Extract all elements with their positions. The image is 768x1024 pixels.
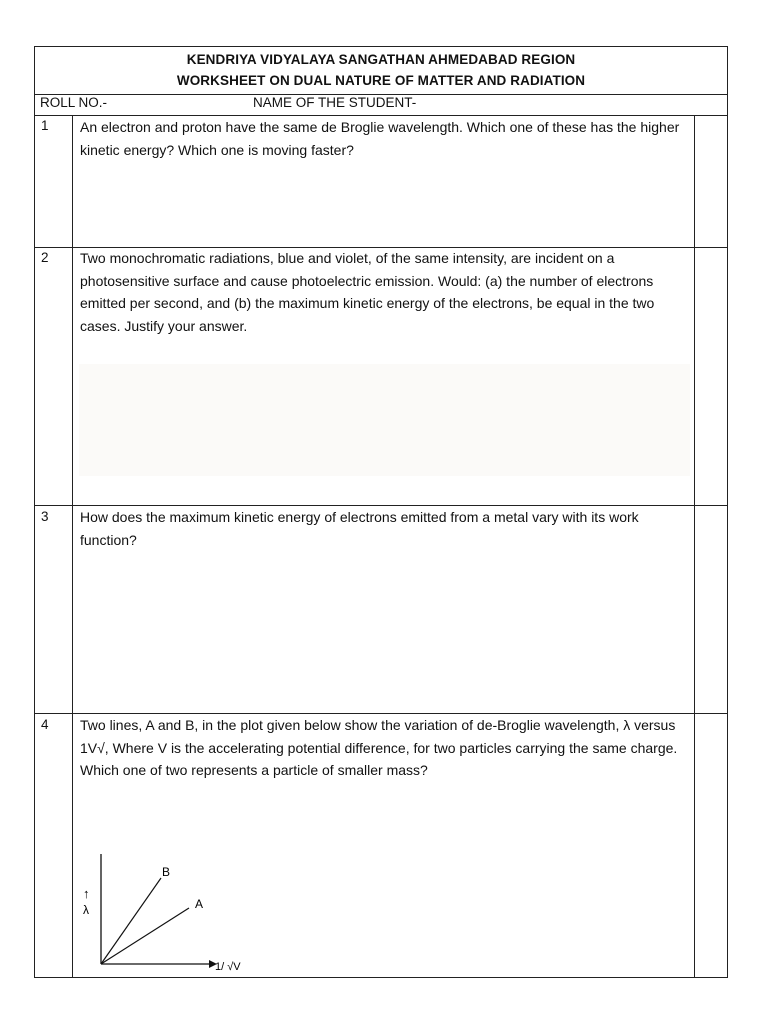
worksheet-table	[34, 46, 728, 978]
y-axis-label: λ	[83, 903, 89, 917]
frame-top	[34, 46, 728, 47]
y-arrow: ↑	[83, 886, 90, 901]
question-text: How does the maximum kinetic energy of electrons emitted from a metal vary with its work function?	[80, 509, 639, 548]
question-text: Two lines, A and B, in the plot given below show the variation of de-Broglie wavelength, λ versus 1V√, Where V is the accelerating potential difference, for two particles carrying the same charge. Which one of two represents a particle of smaller mass?	[80, 717, 678, 778]
school-title: KENDRIYA VIDYALAYA SANGATHAN AHMEDABAD REGION	[186, 52, 576, 67]
line-a-label: A	[195, 897, 204, 911]
x-axis-label: 1/ √V	[215, 961, 241, 973]
wavelength-plot	[79, 846, 289, 981]
roll-number-label: ROLL NO.-	[40, 95, 108, 110]
question-number: 1	[41, 118, 49, 133]
question-number: 3	[41, 509, 49, 524]
answer-area-shade	[79, 364, 690, 476]
frame-right	[727, 46, 728, 978]
frame-left	[34, 46, 35, 978]
question-text: Two monochromatic radiations, blue and violet, of the same intensity, are incident on a photosensitive surface and cause photoelectric emission. Would: (a) the number of electrons emitted per second, and (b) the maximum kinetic energy of the electrons, be equal in the two cases. Justify your answer.	[80, 250, 655, 334]
question-text: An electron and proton have the same de Broglie wavelength. Which one of these has the higher kinetic energy? Which one is moving faster?	[80, 119, 680, 158]
worksheet-title: WORKSHEET ON DUAL NATURE OF MATTER AND RADIATION	[176, 73, 586, 88]
marks-column-divider	[694, 115, 695, 978]
line-a	[101, 908, 189, 964]
question-number: 2	[41, 250, 49, 265]
line-b	[101, 878, 161, 964]
line-b-label: B	[162, 865, 171, 879]
student-name-label: NAME OF THE STUDENT-	[253, 95, 417, 110]
number-column-divider	[72, 115, 73, 978]
question-number: 4	[41, 717, 49, 732]
